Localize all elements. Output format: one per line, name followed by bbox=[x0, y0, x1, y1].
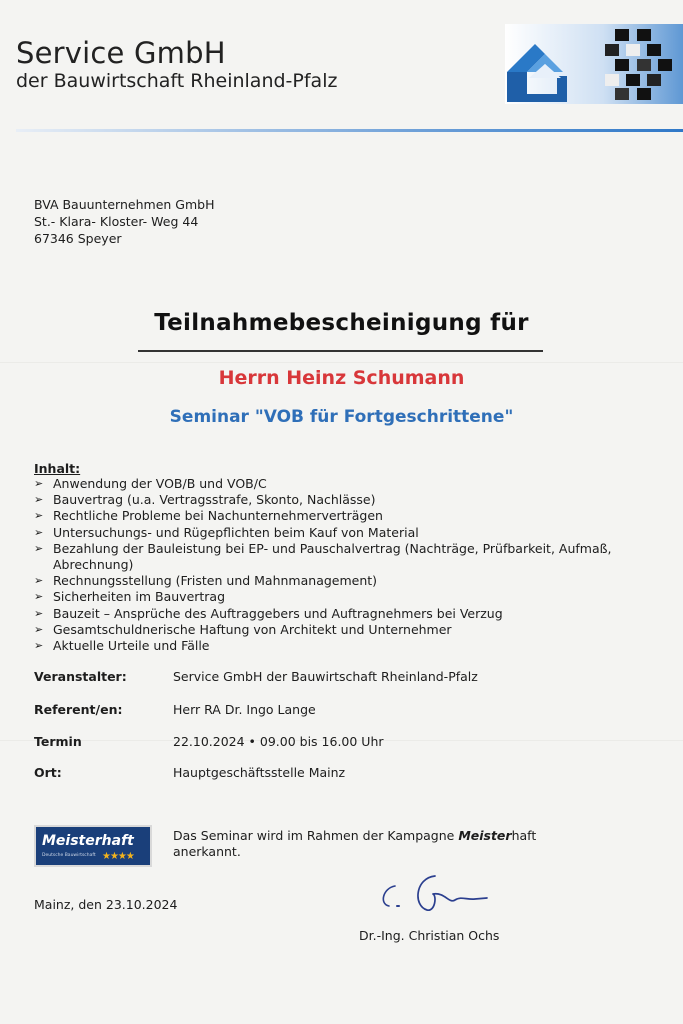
content-item-text: Rechtliche Probleme bei Nachunternehmerverträgen bbox=[53, 508, 383, 524]
address-line: 67346 Speyer bbox=[34, 231, 122, 246]
company-subtitle: der Bauwirtschaft Rheinland-Pfalz bbox=[16, 70, 338, 92]
signer-name: Dr.-Ing. Christian Ochs bbox=[359, 928, 500, 943]
content-item bbox=[34, 476, 634, 492]
company-name: Service GmbH bbox=[16, 36, 226, 70]
content-item-text: Gesamtschuldnerische Haftung von Architekt und Unternehmer bbox=[53, 621, 452, 637]
content-item-text: Anwendung der VOB/B und VOB/C bbox=[53, 476, 267, 491]
content-item bbox=[34, 589, 634, 605]
arrow-bullet-icon: ➢ bbox=[34, 509, 44, 523]
badge-subtitle: Deutsche Bauwirtschaft bbox=[42, 853, 96, 858]
location-label: Ort: bbox=[34, 765, 62, 780]
arrow-bullet-icon: ➢ bbox=[34, 622, 44, 636]
organizer-label: Veranstalter: bbox=[34, 669, 127, 684]
location-value: Hauptgeschäftsstelle Mainz bbox=[173, 765, 346, 780]
arrow-bullet-icon: ➢ bbox=[34, 590, 44, 604]
badge-title: Meisterhaft bbox=[42, 833, 134, 849]
content-item bbox=[34, 492, 634, 508]
title-underline bbox=[138, 350, 543, 352]
content-item bbox=[34, 622, 634, 638]
arrow-bullet-icon: ➢ bbox=[34, 574, 44, 588]
header-divider bbox=[16, 129, 683, 132]
content-item-text: Bezahlung der Bauleistung bei EP- und Pauschalvertrag (Nachträge, Prüfbarkeit, Aufmaß, Abrechnung) bbox=[53, 540, 612, 573]
content-heading: Inhalt: bbox=[34, 461, 81, 476]
content-item-text: Bauzeit – Ansprüche des Auftraggebers und Auftragnehmers bei Verzug bbox=[53, 605, 503, 621]
star-icons: ★★★★ bbox=[102, 851, 134, 862]
campaign-text: Das Seminar wird im Rahmen der Kampagne bbox=[173, 828, 459, 843]
content-item bbox=[34, 606, 634, 622]
seminar-title: Seminar "VOB für Fortgeschrittene" bbox=[169, 407, 514, 427]
meisterhaft-badge bbox=[34, 825, 152, 867]
content-item bbox=[34, 573, 634, 589]
content-item-text: Rechnungsstellung (Fristen und Mahnmanagement) bbox=[53, 573, 378, 589]
participant-name: Herrn Heinz Schumann bbox=[218, 367, 465, 389]
campaign-note bbox=[173, 828, 573, 860]
content-item-text: Sicherheiten im Bauvertrag bbox=[53, 589, 226, 605]
arrow-bullet-icon: ➢ bbox=[34, 639, 44, 653]
content-item bbox=[34, 638, 634, 654]
content-list bbox=[34, 476, 634, 654]
certificate-title: Teilnahmebescheinigung für bbox=[154, 310, 529, 336]
arrow-bullet-icon: ➢ bbox=[34, 525, 44, 539]
arrow-bullet-icon: ➢ bbox=[34, 541, 44, 555]
content-item-text: Aktuelle Urteile und Fälle bbox=[53, 638, 210, 654]
arrow-bullet-icon: ➢ bbox=[34, 493, 44, 507]
date-value: 22.10.2024 • 09.00 bis 16.00 Uhr bbox=[173, 734, 384, 749]
content-item bbox=[34, 541, 634, 573]
address-line: BVA Bauunternehmen GmbH bbox=[34, 197, 215, 212]
campaign-bold: Meister bbox=[458, 828, 512, 843]
speaker-label: Referent/en: bbox=[34, 702, 123, 717]
campaign-text-end: haft anerkannt. bbox=[173, 828, 537, 859]
recipient-address bbox=[34, 196, 214, 247]
arrow-bullet-icon: ➢ bbox=[34, 477, 44, 490]
speaker-value: Herr RA Dr. Ingo Lange bbox=[173, 702, 316, 717]
date-label: Termin bbox=[34, 734, 82, 749]
address-line: St.- Klara- Kloster- Weg 44 bbox=[34, 214, 199, 229]
place-date: Mainz, den 23.10.2024 bbox=[34, 897, 178, 912]
paper-fold bbox=[0, 362, 683, 364]
organizer-value: Service GmbH der Bauwirtschaft Rheinland-Pfalz bbox=[173, 669, 478, 684]
content-item-text: Untersuchungs- und Rügepflichten beim Kauf von Material bbox=[53, 524, 419, 540]
house-cubes-logo bbox=[505, 24, 683, 104]
content-item bbox=[34, 525, 634, 541]
content-item bbox=[34, 508, 634, 524]
content-item-text: Bauvertrag (u.a. Vertragsstrafe, Skonto, Nachlässe) bbox=[53, 492, 376, 508]
arrow-bullet-icon: ➢ bbox=[34, 606, 44, 620]
signature bbox=[375, 866, 495, 922]
